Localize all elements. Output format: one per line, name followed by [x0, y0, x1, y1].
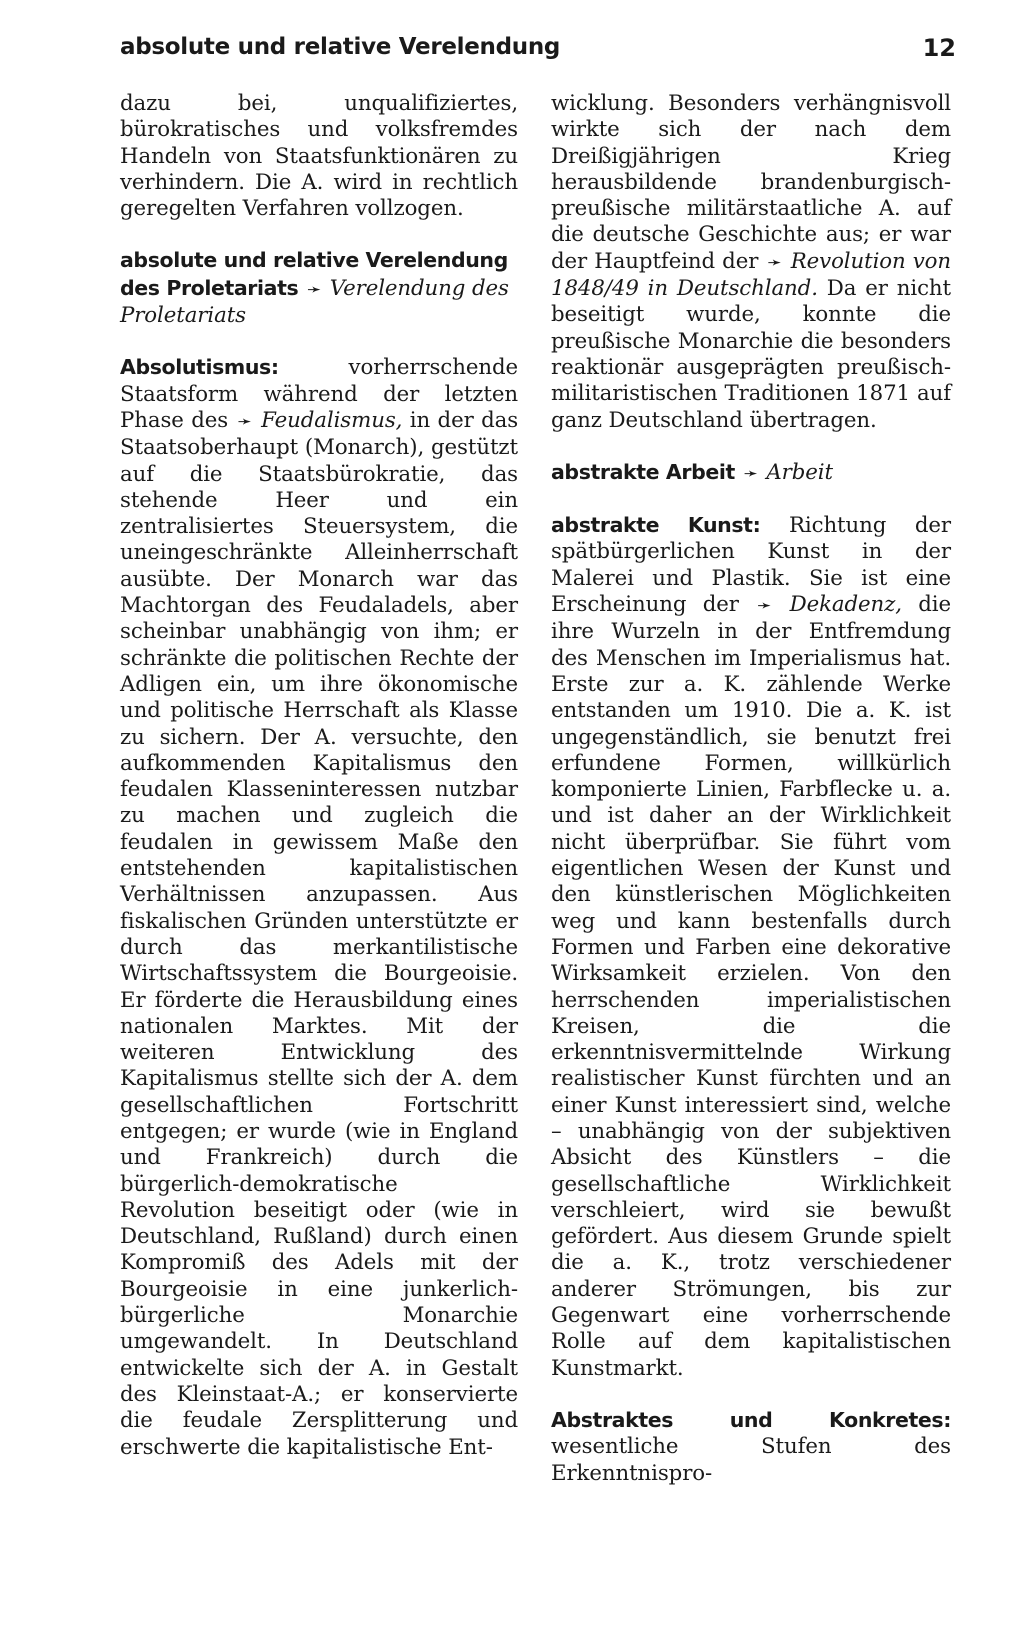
running-title: absolute und relative Verelendung [120, 34, 561, 60]
cross-reference-arrow-icon: ➛ [306, 279, 322, 300]
continued-paragraph: wicklung. Besonders verhängnisvoll wirkte sich der nach dem Dreißigjährigen Krieg herausbildende brandenburgisch-preußische militärstaatliche A. auf die deutsche Geschichte aus; er war der Hauptfeind der ➛ Revolution von 1848/49 in Deutschland. Da er nicht beseitigt wurde, konnte die preußische Monarchie die besonders reaktionär ausgeprägten preußisch-militaristischen Traditionen 1871 auf ganz Deutschland übertragen. [551, 91, 952, 433]
entry-abstrakte-kunst [551, 512, 951, 1382]
continued-paragraph: dazu bei, unqualifiziertes, bürokratisches und volksfremdes Handeln von Staatsfunktionären zu verhindern. Die A. wird in rechtlich geregelten Verfahren vollzogen. [120, 91, 518, 222]
entry-body-continued: die ihre Wurzeln in der Entfremdung des Menschen im Imperialismus hat. Erste zur a. K. zählende Werke entstanden um 1910. Die a. K. ist ungegenständlich, sie benutzt frei erfundene Formen, willkürlich komponierte Linien, Farbflecke u. a. und ist daher an der Wirklichkeit nicht überprüfbar. Sie führt vom eigentlichen Wesen der Kunst und den künstlerischen Möglichkeiten weg und kann bestenfalls durch Formen und Farben eine dekorative Wirksamkeit erzielen. Von den herrschenden imperialistischen Kreisen, die die erkenntnisvermittelnde Wirkung realistischer Kunst fürchten und an einer Kunst interessiert sind, welche – unabhängig von der subjektiven Absicht des Künstlers – die gesellschaftliche Wirklichkeit verschleiert, wird sie bewußt gefördert. Aus diesem Grunde spielt die a. K., trotz verschiedener anderer Strömungen, bis zur Gegenwart eine vorherrschende Rolle auf dem kapitalistischen Kunstmarkt. [551, 592, 951, 1381]
cross-reference-arrow-icon: ➛ [757, 596, 772, 617]
entry-abstrakte-arbeit [551, 459, 951, 487]
cross-reference: Revolution von 1848/49 in Deutschland. [551, 248, 952, 302]
page-header [120, 30, 956, 70]
entry-body: Richtung der spätbürgerlichen Kunst in der Malerei und Plastik. Sie ist eine Erscheinung der [551, 513, 951, 618]
entry-abstraktes-konkretes [551, 1407, 951, 1487]
headword: abstrakte Kunst: [551, 513, 761, 538]
cross-reference-arrow-icon: ➛ [237, 411, 252, 432]
cross-reference: Verelendung des Proletariats [120, 275, 509, 329]
entry-absolutismus [120, 354, 518, 1460]
cross-reference: Feudalismus, [261, 407, 403, 433]
cross-reference-arrow-icon: ➛ [743, 463, 758, 484]
left-column [120, 91, 518, 1461]
cross-reference: Arbeit [766, 459, 833, 485]
headword: abstrakte Arbeit [551, 459, 735, 484]
entry-body: vorherrschende Staatsform während der letzten Phase des [120, 355, 518, 433]
entry-body: wesentliche Stufen des Erkenntnispro- [551, 1434, 951, 1486]
entry-body-continued: in der das Staatsoberhaupt (Monarch), gestützt auf die Staatsbürokratie, das stehende Heer und ein zentralisiertes Steuersystem, die uneingeschränkte Alleinherrschaft ausübte. Der Monarch war das Machtorgan des Feudaladels, aber scheinbar unabhängig von ihm; er schränkte die politischen Rechte der Adligen ein, um ihre ökonomische und politische Herrschaft als Klasse zu sichern. Der A. versuchte, den aufkommenden Kapitalismus den feudalen Klasseninteressen nutzbar zu machen und zugleich die feudalen in gewissem Maße den entstehenden kapitalistischen Verhältnissen anzupassen. Aus fiskalischen Gründen unterstützte er durch das merkantilistische Wirtschaftssystem die Bourgeoisie. Er förderte die Herausbildung eines nationalen Marktes. Mit der weiteren Entwicklung des Kapitalismus stellte sich der A. dem gesellschaftlichen Fortschritt entgegen; er wurde (wie in England und Frankreich) durch die bürgerlich-demokratische Revolution beseitigt oder (wie in Deutschland, Rußland) durch einen Kompromiß des Adels mit der Bourgeoisie in eine junkerlich-bürgerliche Monarchie umgewandelt. In Deutschland entwickelte sich der A. in Gestalt des Kleinstaat-A.; er konservierte die feudale Zersplitterung und erschwerte die kapitalistische Ent- [120, 407, 519, 1460]
right-column [551, 91, 951, 1487]
cross-reference: Dekadenz, [789, 592, 902, 618]
headword: Absolutismus: [120, 355, 279, 380]
headword: absolute und relative Verelendung des Proletariats [120, 248, 508, 300]
entry-verelendung [120, 247, 518, 329]
cross-reference-arrow-icon: ➛ [767, 252, 782, 273]
page-number: 12 [922, 34, 956, 62]
headword: Abstraktes und Konkretes: [551, 1407, 951, 1432]
